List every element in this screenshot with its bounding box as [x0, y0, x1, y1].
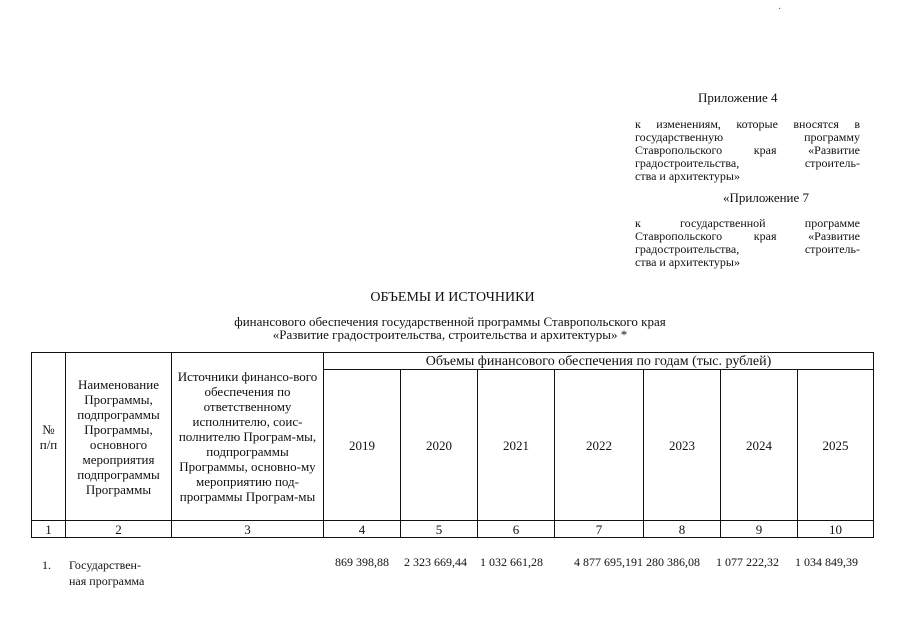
row-name-line: Государствен-	[69, 558, 141, 572]
header-year: 2021	[478, 370, 555, 521]
column-number: 6	[478, 521, 555, 538]
annex-text-line: к изменениям, которые вносятся в	[635, 117, 860, 131]
subtitle-line: «Развитие градостроительства, строительства и архитектуры» *	[272, 327, 628, 342]
column-number: 3	[172, 521, 324, 538]
annex-text-line: к государственной программе	[635, 216, 860, 230]
column-number: 1	[32, 521, 66, 538]
header-year: 2019	[324, 370, 401, 521]
row-name-line: ная программа	[69, 574, 145, 588]
header-no: № п/п	[32, 353, 66, 521]
annex-text-line: градостроительства, строитель-	[635, 242, 860, 256]
annex-text-line: ства и архитектуры»	[635, 169, 740, 183]
header-years-group: Объемы финансового обеспечения по годам (тыс. рублей)	[324, 353, 874, 370]
header-year: 2020	[401, 370, 478, 521]
annex-title: Приложение 4	[698, 90, 778, 105]
row-value: 1 032 661,28	[480, 555, 543, 569]
annex-text-line: ства и архитектуры»	[635, 255, 740, 269]
row-value: 4 877 695,19	[574, 555, 637, 569]
header-name: Наименование Программы, подпрограммы Программы, основного мероприятия подпрограммы Программы	[66, 353, 172, 521]
row-value: 869 398,88	[335, 555, 389, 569]
subtitle-line: финансового обеспечения государственной программы Ставропольского края	[234, 314, 666, 329]
row-value: 1 077 222,32	[716, 555, 779, 569]
header-year: 2025	[798, 370, 874, 521]
column-number: 5	[401, 521, 478, 538]
row-value: 1 280 386,08	[637, 555, 700, 569]
header-year: 2023	[644, 370, 721, 521]
annex-title-2: «Приложение 7	[723, 190, 810, 205]
header-year: 2022	[555, 370, 644, 521]
annex-text-line: государственную программу	[635, 130, 860, 144]
annex-text-line: градостроительства, строитель-	[635, 156, 860, 170]
column-number: 4	[324, 521, 401, 538]
header-year: 2024	[721, 370, 798, 521]
column-number: 10	[798, 521, 874, 538]
document-heading: ОБЪЕМЫ И ИСТОЧНИКИ	[370, 290, 535, 305]
row-value: 2 323 669,44	[404, 555, 467, 569]
funding-table	[31, 352, 874, 538]
annex-text-line: Ставропольского края «Развитие	[635, 143, 860, 157]
annex-text	[635, 118, 860, 183]
column-number: 2	[66, 521, 172, 538]
annex-text-2	[635, 217, 860, 269]
column-number: 9	[721, 521, 798, 538]
page-mark: ·	[778, 4, 782, 15]
column-number: 8	[644, 521, 721, 538]
column-number: 7	[555, 521, 644, 538]
document-subtitle	[140, 315, 760, 341]
row-name	[69, 557, 174, 589]
row-number: 1.	[42, 558, 51, 572]
annex-text-line: Ставропольского края «Развитие	[635, 229, 860, 243]
row-value: 1 034 849,39	[795, 555, 858, 569]
header-sources: Источники финансо-вого обеспечения по ответственному исполнителю, соис-полнителю Програм-мы, подпрограммы Программы, основно-му мероприятию под-программы Програм-мы	[172, 353, 324, 521]
